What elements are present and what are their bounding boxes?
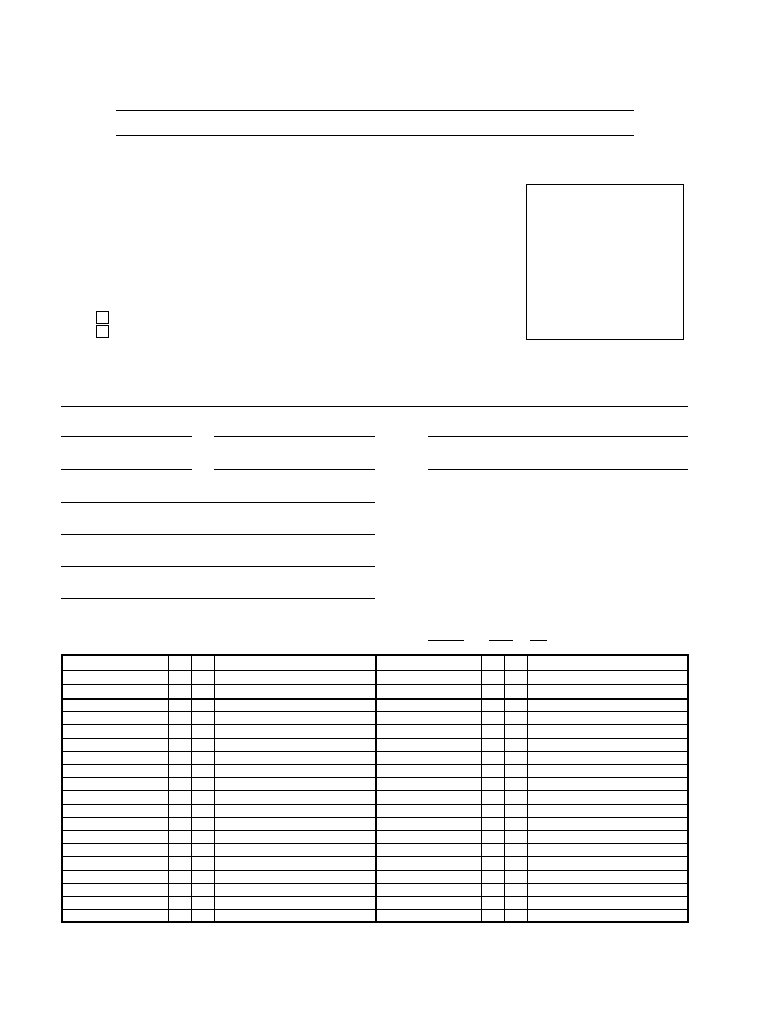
field-line-wide-1[interactable] [61, 502, 375, 503]
table-row-divider [63, 738, 687, 739]
table-row-divider [63, 856, 687, 857]
header-line-1[interactable] [116, 110, 634, 111]
field-line-c2[interactable] [428, 469, 688, 470]
table-row-divider [63, 870, 687, 871]
table-col-divider [168, 656, 169, 921]
table-row-divider [63, 830, 687, 831]
table-col-divider [214, 656, 215, 921]
short-blank-3[interactable] [530, 640, 547, 641]
field-line-wide-4[interactable] [61, 598, 375, 599]
table-row-divider [63, 817, 687, 818]
checkbox-2[interactable] [96, 325, 109, 338]
table-col-divider [504, 656, 505, 921]
short-blank-2[interactable] [489, 640, 513, 641]
field-line-c1[interactable] [428, 436, 688, 437]
table-col-divider [191, 656, 192, 921]
table-col-divider [481, 656, 482, 921]
field-line-b1[interactable] [214, 436, 375, 437]
table-row-divider [63, 711, 687, 712]
photo-box [526, 184, 684, 340]
short-blank-1[interactable] [428, 640, 464, 641]
table-row-divider [63, 790, 687, 791]
table-row-divider [63, 764, 687, 765]
header-line-2[interactable] [116, 135, 634, 136]
field-line-a2[interactable] [61, 469, 192, 470]
field-line-wide-2[interactable] [61, 534, 375, 535]
table-row-divider [63, 843, 687, 844]
table-col-divider [375, 656, 377, 921]
table-row-divider [63, 684, 687, 685]
entry-table [61, 654, 689, 923]
field-line-wide-3[interactable] [61, 566, 375, 567]
table-row-divider [63, 896, 687, 897]
table-row-divider [63, 777, 687, 778]
table-row-divider [63, 724, 687, 725]
table-row-divider [63, 751, 687, 752]
section-divider [61, 406, 688, 407]
field-line-b2[interactable] [214, 469, 375, 470]
table-header-divider [63, 698, 687, 700]
table-row-divider [63, 883, 687, 884]
table-row-divider [63, 909, 687, 910]
checkbox-1[interactable] [96, 311, 109, 324]
table-col-divider [527, 656, 528, 921]
table-row-divider [63, 670, 687, 671]
table-row-divider [63, 804, 687, 805]
field-line-a1[interactable] [61, 436, 192, 437]
